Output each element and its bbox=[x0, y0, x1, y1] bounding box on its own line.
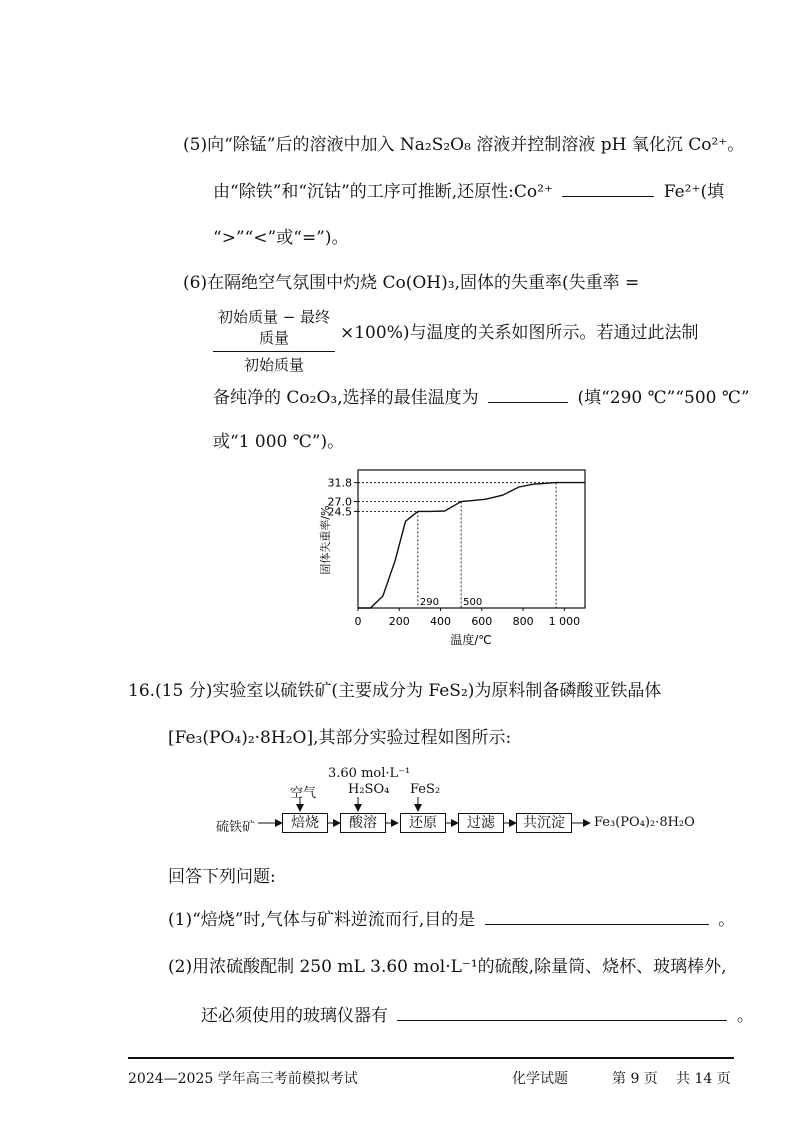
q6-text-3b: (填“290 ℃”“500 ℃” bbox=[577, 388, 750, 408]
x-mark-label: 290 bbox=[419, 597, 439, 608]
q16-p1-blank[interactable] bbox=[485, 923, 709, 925]
y-tick-label: 27.0 bbox=[327, 495, 352, 509]
q16-part-1 bbox=[168, 905, 735, 930]
step-roast: 焙烧 bbox=[282, 813, 328, 833]
weight-loss-chart bbox=[316, 462, 606, 652]
q16-part-2-cont bbox=[201, 1001, 754, 1026]
q5-line-3 bbox=[213, 223, 349, 248]
weight-loss-curve bbox=[358, 483, 585, 608]
footer-total: 共 14 页 bbox=[676, 1071, 731, 1087]
q16-p2-end: 。 bbox=[736, 1006, 754, 1026]
q5-line-1 bbox=[183, 130, 744, 155]
flow-input: 硫铁矿 bbox=[216, 820, 256, 835]
x-tick-label: 600 bbox=[471, 615, 493, 628]
answer-prompt bbox=[168, 862, 276, 887]
q6-text-2: ×100%)与温度的关系如图所示。若通过此法制 bbox=[340, 323, 699, 343]
q16-part-2 bbox=[168, 952, 726, 977]
step-filter: 过滤 bbox=[458, 813, 504, 833]
q6-text-4: 或“1 000 ℃”)。 bbox=[213, 432, 345, 452]
y-tick-label: 31.8 bbox=[327, 476, 352, 490]
flow-reagent-air: 空气 bbox=[290, 786, 317, 801]
x-tick-label: 800 bbox=[512, 615, 534, 628]
chart-frame bbox=[358, 470, 585, 608]
footer-subject: 化学试题 bbox=[512, 1071, 568, 1087]
fraction-numerator: 初始质量 − 最终质量 bbox=[217, 308, 331, 347]
q16-text-2: [Fe₃(PO₄)₂·8H₂O],其部分实验过程如图所示: bbox=[168, 728, 512, 748]
fraction-bar bbox=[213, 351, 335, 352]
q5-text-1: (5)向“除锰”后的溶液中加入 Na₂S₂O₈ 溶液并控制溶液 pH 氧化沉 Co²⁺。 bbox=[183, 135, 745, 155]
q6-fraction-tail bbox=[340, 318, 698, 343]
q6-line-4 bbox=[213, 427, 344, 452]
flow-reagent-conc: 3.60 mol·L⁻¹ bbox=[328, 766, 411, 781]
q6-text-1: (6)在隔绝空气氛围中灼烧 Co(OH)₃,固体的失重率(失重率 = bbox=[183, 273, 640, 293]
y-tick-label: 24.5 bbox=[327, 505, 352, 519]
q5-text-2a: 由“除铁”和“沉钴”的工序可推断,还原性:Co²⁺ bbox=[213, 182, 553, 202]
step-coprecipitate: 共沉淀 bbox=[516, 813, 572, 833]
q16-line-2 bbox=[168, 723, 511, 748]
x-tick-label: 200 bbox=[388, 615, 410, 628]
q16-p1-text: (1)“焙烧”时,气体与矿料逆流而行,目的是 bbox=[168, 910, 476, 930]
q5-text-2b: Fe²⁺(填 bbox=[663, 182, 725, 202]
footer-rule bbox=[128, 1057, 734, 1059]
y-axis-label: 固体失重率/% bbox=[319, 505, 332, 575]
x-tick-label: 1 000 bbox=[548, 615, 581, 628]
q5-answer-blank[interactable] bbox=[562, 195, 654, 197]
q6-text-3a: 备纯净的 Co₂O₃,选择的最佳温度为 bbox=[213, 388, 479, 408]
q16-p2-text-2: 还必须使用的玻璃仪器有 bbox=[201, 1006, 388, 1026]
fraction-denominator: 初始质量 bbox=[243, 356, 304, 374]
q16-line-1 bbox=[128, 676, 661, 701]
q16-p2-blank[interactable] bbox=[397, 1019, 727, 1021]
q6-line-1 bbox=[183, 268, 639, 293]
x-tick-label: 400 bbox=[430, 615, 452, 628]
flow-reagent-fes2: FeS₂ bbox=[410, 782, 441, 797]
q16-p2-text: (2)用浓硫酸配制 250 mL 3.60 mol·L⁻¹的硫酸,除量筒、烧杯、玻璃棒外, bbox=[168, 957, 727, 977]
x-tick-label: 0 bbox=[354, 615, 362, 628]
step-reduce: 还原 bbox=[400, 813, 446, 833]
q5-line-2 bbox=[213, 177, 724, 202]
loss-rate-fraction bbox=[213, 306, 335, 375]
answer-prompt-text: 回答下列问题: bbox=[168, 867, 276, 887]
step-acid-dissolve: 酸溶 bbox=[340, 813, 386, 833]
q5-text-3: “>”“<”或“=”)。 bbox=[213, 228, 349, 248]
q16-p1-end: 。 bbox=[718, 910, 736, 930]
q6-line-3 bbox=[213, 383, 750, 408]
q16-text-1: 16.(15 分)实验室以硫铁矿(主要成分为 FeS₂)为原料制备磷酸亚铁晶体 bbox=[128, 681, 662, 701]
q6-answer-blank[interactable] bbox=[488, 401, 568, 403]
flow-product: Fe₃(PO₄)₂·8H₂O bbox=[594, 815, 695, 830]
footer-exam: 2024—2025 学年高三考前模拟考试 bbox=[128, 1071, 358, 1087]
footer-page: 第 9 页 bbox=[612, 1071, 658, 1087]
x-mark-label: 500 bbox=[463, 597, 483, 608]
flow-reagent-acid: H₂SO₄ bbox=[348, 782, 390, 797]
x-axis-label: 温度/℃ bbox=[450, 633, 492, 647]
